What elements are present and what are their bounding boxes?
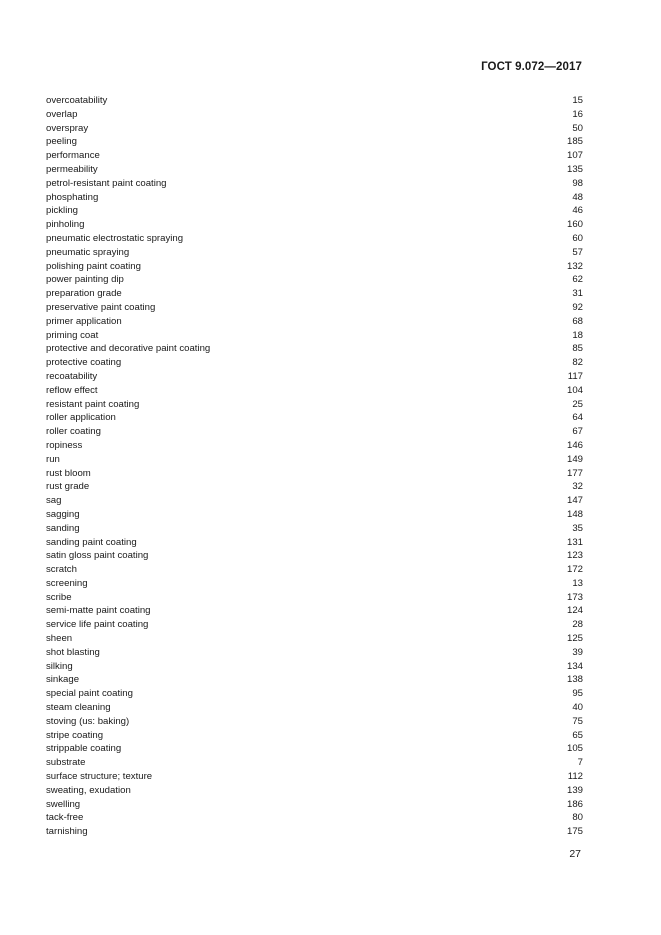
index-reference-number: 173 — [566, 591, 583, 603]
index-row — [46, 135, 583, 149]
index-term: sweating, exudation — [46, 784, 131, 796]
index-reference-number: 48 — [572, 191, 583, 203]
index-row — [46, 522, 583, 536]
term-index-list — [46, 94, 583, 839]
index-reference-number: 67 — [572, 426, 583, 438]
index-term: semi-matte paint coating — [46, 605, 151, 617]
index-reference-number: 172 — [566, 564, 583, 576]
index-reference-number: 107 — [566, 150, 583, 162]
index-term: rust bloom — [46, 467, 91, 479]
index-row — [46, 770, 583, 784]
index-term: service life paint coating — [46, 619, 149, 631]
index-reference-number: 13 — [572, 577, 583, 589]
index-term: overlap — [46, 108, 78, 120]
index-row — [46, 411, 583, 425]
index-term: resistant paint coating — [46, 398, 140, 410]
index-term: pickling — [46, 205, 78, 217]
index-reference-number: 148 — [566, 508, 583, 520]
index-term: sheen — [46, 633, 73, 645]
index-term: roller application — [46, 412, 116, 424]
index-reference-number: 40 — [572, 702, 583, 714]
index-reference-number: 139 — [566, 784, 583, 796]
index-term: priming coat — [46, 329, 99, 341]
index-row — [46, 508, 583, 522]
index-row — [46, 798, 583, 812]
index-term: sagging — [46, 508, 80, 520]
index-row — [46, 439, 583, 453]
index-term: performance — [46, 150, 100, 162]
index-row — [46, 591, 583, 605]
index-row — [46, 356, 583, 370]
index-term: shot blasting — [46, 646, 100, 658]
index-term: reflow effect — [46, 384, 98, 396]
index-term: tarnishing — [46, 826, 88, 838]
index-reference-number: 138 — [566, 674, 583, 686]
index-row — [46, 315, 583, 329]
index-term: power painting dip — [46, 274, 124, 286]
index-row — [46, 687, 583, 701]
index-row — [46, 177, 583, 191]
index-row — [46, 425, 583, 439]
index-term: rust grade — [46, 481, 90, 493]
index-reference-number: 60 — [572, 232, 583, 244]
index-row — [46, 204, 583, 218]
index-row — [46, 563, 583, 577]
index-row — [46, 398, 583, 412]
index-row — [46, 329, 583, 343]
index-reference-number: 62 — [572, 274, 583, 286]
index-row — [46, 673, 583, 687]
index-reference-number: 57 — [572, 246, 583, 258]
index-term: run — [46, 453, 60, 465]
index-row — [46, 191, 583, 205]
index-term: stoving (us: baking) — [46, 715, 130, 727]
index-reference-number: 82 — [572, 357, 583, 369]
index-row — [46, 784, 583, 798]
index-term: pneumatic electrostatic spraying — [46, 232, 184, 244]
index-reference-number: 123 — [566, 550, 583, 562]
index-term: roller coating — [46, 426, 101, 438]
index-term: sanding paint coating — [46, 536, 137, 548]
index-reference-number: 7 — [577, 757, 583, 769]
index-reference-number: 132 — [566, 260, 583, 272]
index-row — [46, 604, 583, 618]
index-row — [46, 729, 583, 743]
index-reference-number: 160 — [566, 219, 583, 231]
index-reference-number: 75 — [572, 715, 583, 727]
index-reference-number: 98 — [572, 177, 583, 189]
index-reference-number: 131 — [566, 536, 583, 548]
index-row — [46, 646, 583, 660]
index-row — [46, 232, 583, 246]
index-reference-number: 92 — [572, 301, 583, 313]
index-reference-number: 149 — [566, 453, 583, 465]
index-row — [46, 108, 583, 122]
index-row — [46, 756, 583, 770]
index-term: protective and decorative paint coating — [46, 343, 211, 355]
index-reference-number: 112 — [567, 771, 583, 783]
index-row — [46, 632, 583, 646]
index-term: scribe — [46, 591, 72, 603]
index-term: overspray — [46, 122, 89, 134]
index-reference-number: 64 — [572, 412, 583, 424]
index-reference-number: 80 — [572, 812, 583, 824]
index-row — [46, 453, 583, 467]
index-reference-number: 105 — [566, 743, 583, 755]
index-row — [46, 149, 583, 163]
index-row — [46, 577, 583, 591]
index-reference-number: 16 — [572, 108, 583, 120]
index-term: special paint coating — [46, 688, 133, 700]
index-term: sanding — [46, 522, 80, 534]
index-row — [46, 549, 583, 563]
index-reference-number: 65 — [572, 729, 583, 741]
index-term: swelling — [46, 798, 81, 810]
index-term: preservative paint coating — [46, 301, 156, 313]
index-reference-number: 18 — [572, 329, 583, 341]
index-term: permeability — [46, 163, 98, 175]
index-row — [46, 301, 583, 315]
page-number: 27 — [569, 848, 581, 860]
index-row — [46, 494, 583, 508]
index-row — [46, 384, 583, 398]
index-term: surface structure; texture — [46, 771, 153, 783]
index-row — [46, 742, 583, 756]
document-code-header: ГОСТ 9.072—2017 — [481, 61, 582, 73]
index-row — [46, 370, 583, 384]
index-reference-number: 95 — [572, 688, 583, 700]
index-term: preparation grade — [46, 288, 122, 300]
index-reference-number: 25 — [572, 398, 583, 410]
index-reference-number: 185 — [566, 136, 583, 148]
index-row — [46, 480, 583, 494]
index-term: scratch — [46, 564, 77, 576]
index-row — [46, 287, 583, 301]
index-reference-number: 35 — [572, 522, 583, 534]
index-row — [46, 218, 583, 232]
index-term: steam cleaning — [46, 702, 111, 714]
index-reference-number: 15 — [572, 95, 583, 106]
index-term: recoatability — [46, 370, 98, 382]
index-row — [46, 536, 583, 550]
index-row — [46, 825, 583, 839]
index-reference-number: 125 — [566, 633, 583, 645]
index-term: sinkage — [46, 674, 80, 686]
index-reference-number: 135 — [566, 163, 583, 175]
index-term: stripe coating — [46, 729, 104, 741]
index-term: pneumatic spraying — [46, 246, 130, 258]
index-row — [46, 701, 583, 715]
index-term: sag — [46, 495, 62, 507]
index-reference-number: 124 — [566, 605, 583, 617]
index-term: strippable coating — [46, 743, 122, 755]
index-row — [46, 273, 583, 287]
index-reference-number: 68 — [572, 315, 583, 327]
index-reference-number: 31 — [572, 288, 583, 300]
index-reference-number: 28 — [572, 619, 583, 631]
index-reference-number: 117 — [567, 370, 583, 382]
index-term: phosphating — [46, 191, 99, 203]
index-row — [46, 94, 583, 108]
index-term: pinholing — [46, 219, 85, 231]
index-reference-number: 85 — [572, 343, 583, 355]
index-term: peeling — [46, 136, 77, 148]
index-term: primer application — [46, 315, 122, 327]
index-row — [46, 163, 583, 177]
index-term: protective coating — [46, 357, 122, 369]
index-row — [46, 715, 583, 729]
index-row — [46, 467, 583, 481]
index-reference-number: 50 — [572, 122, 583, 134]
index-term: overcoatability — [46, 95, 108, 106]
index-reference-number: 134 — [566, 660, 583, 672]
index-row — [46, 811, 583, 825]
index-reference-number: 46 — [572, 205, 583, 217]
index-reference-number: 177 — [566, 467, 583, 479]
index-term: petrol-resistant paint coating — [46, 177, 167, 189]
index-term: screening — [46, 577, 88, 589]
index-row — [46, 342, 583, 356]
index-reference-number: 175 — [566, 826, 583, 838]
index-row — [46, 660, 583, 674]
index-term: polishing paint coating — [46, 260, 141, 272]
index-reference-number: 104 — [566, 384, 583, 396]
index-row — [46, 246, 583, 260]
index-row — [46, 122, 583, 136]
index-term: silking — [46, 660, 73, 672]
index-row — [46, 260, 583, 274]
index-reference-number: 146 — [566, 439, 583, 451]
index-reference-number: 32 — [572, 481, 583, 493]
index-term: satin gloss paint coating — [46, 550, 149, 562]
index-term: tack-free — [46, 812, 84, 824]
index-row — [46, 618, 583, 632]
index-reference-number: 39 — [572, 646, 583, 658]
index-reference-number: 147 — [566, 495, 583, 507]
index-reference-number: 186 — [566, 798, 583, 810]
index-term: ropiness — [46, 439, 83, 451]
index-term: substrate — [46, 757, 86, 769]
